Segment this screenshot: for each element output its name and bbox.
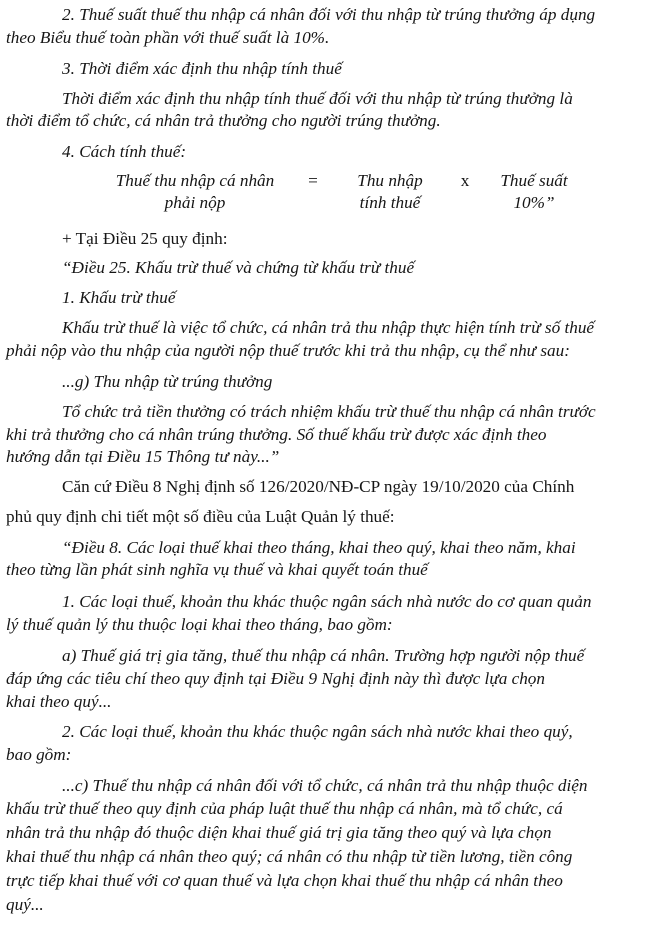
formula-rate-line1: Thuế suất xyxy=(500,171,568,190)
formula-base-line2: tính thuế xyxy=(359,193,421,212)
text-line: đáp ứng các tiêu chí theo quy định tại Điều 9 Nghị định này thì được lựa chọn xyxy=(6,669,545,688)
text-line: Khấu trừ thuế là việc tổ chức, cá nhân trả thu nhập thực hiện tính trừ số thuế xyxy=(62,318,595,337)
text-line: 1. Khấu trừ thuế xyxy=(62,288,176,307)
text-line: phải nộp vào thu nhập của người nộp thuế trước khi trả thu nhập, cụ thể như sau: xyxy=(6,341,570,360)
text-line: 2. Các loại thuế, khoản thu khác thuộc ngân sách nhà nước khai theo quý, xyxy=(62,722,573,741)
text-line: ...c) Thuế thu nhập cá nhân đối với tổ chức, cá nhân trả thu nhập thuộc diện xyxy=(62,776,588,795)
formula-times: x xyxy=(460,171,470,190)
text-line: bao gồm: xyxy=(6,745,72,764)
text-line: khi trả thưởng cho cá nhân trúng thưởng. Số thuế khấu trừ được xác định theo xyxy=(6,425,547,444)
text-line: 2. Thuế suất thuế thu nhập cá nhân đối với thu nhập từ trúng thưởng áp dụng xyxy=(62,5,596,24)
text-line: khấu trừ thuế theo quy định của pháp luật thuế thu nhập cá nhân, mà tổ chức, cá xyxy=(6,799,563,818)
text-line: quý... xyxy=(6,895,44,914)
formula-base-line1: Thu nhập xyxy=(357,171,423,190)
text-line: a) Thuế giá trị gia tăng, thuế thu nhập cá nhân. Trường hợp người nộp thuế xyxy=(62,646,585,665)
text-line: 3. Thời điểm xác định thu nhập tính thuế xyxy=(62,59,342,78)
text-line: khai theo quý... xyxy=(6,692,112,711)
formula-lhs-line1: Thuế thu nhập cá nhân xyxy=(115,171,275,190)
text-line: thời điểm tổ chức, cá nhân trả thưởng cho người trúng thưởng. xyxy=(6,111,441,130)
text-line: “Điều 25. Khấu trừ thuế và chứng từ khấu trừ thuế xyxy=(62,258,415,277)
tax-formula xyxy=(0,170,661,216)
text-line: 1. Các loại thuế, khoản thu khác thuộc ngân sách nhà nước do cơ quan quản xyxy=(62,592,592,611)
text-line: khai thuế thu nhập cá nhân theo quý; cá nhân có thu nhập từ tiền lương, tiền công xyxy=(6,847,573,866)
text-line: theo Biểu thuế toàn phần với thuế suất là 10%. xyxy=(6,28,330,47)
text-line: + Tại Điều 25 quy định: xyxy=(62,229,228,248)
text-line: ...g) Thu nhập từ trúng thưởng xyxy=(62,372,273,391)
text-line: phủ quy định chi tiết một số điều của Luật Quản lý thuế: xyxy=(6,507,395,526)
formula-rate-line2: 10%” xyxy=(513,193,555,212)
text-line: Căn cứ Điều 8 Nghị định số 126/2020/NĐ-CP ngày 19/10/2020 của Chính xyxy=(62,477,575,496)
text-line: Tổ chức trả tiền thưởng có trách nhiệm khấu trừ thuế thu nhập cá nhân trước xyxy=(62,402,596,421)
text-line: trực tiếp khai thuế với cơ quan thuế và lựa chọn khai thuế thu nhập cá nhân theo xyxy=(6,871,563,890)
text-line: “Điều 8. Các loại thuế khai theo tháng, khai theo quý, khai theo năm, khai xyxy=(62,538,576,557)
formula-lhs-line2: phải nộp xyxy=(164,193,226,212)
text-line: Thời điểm xác định thu nhập tính thuế đối với thu nhập từ trúng thưởng là xyxy=(62,89,573,108)
text-line: hướng dẫn tại Điều 15 Thông tư này...” xyxy=(6,447,280,466)
formula-equals: = xyxy=(308,171,318,190)
text-line: nhân trả thu nhập đó thuộc diện khai thuế giá trị gia tăng theo quý và lựa chọn xyxy=(6,823,552,842)
text-line: 4. Cách tính thuế: xyxy=(62,142,187,161)
text-line: lý thuế quản lý thu thuộc loại khai theo tháng, bao gồm: xyxy=(6,615,393,634)
text-line: theo từng lần phát sinh nghĩa vụ thuế và khai quyết toán thuế xyxy=(6,560,428,579)
